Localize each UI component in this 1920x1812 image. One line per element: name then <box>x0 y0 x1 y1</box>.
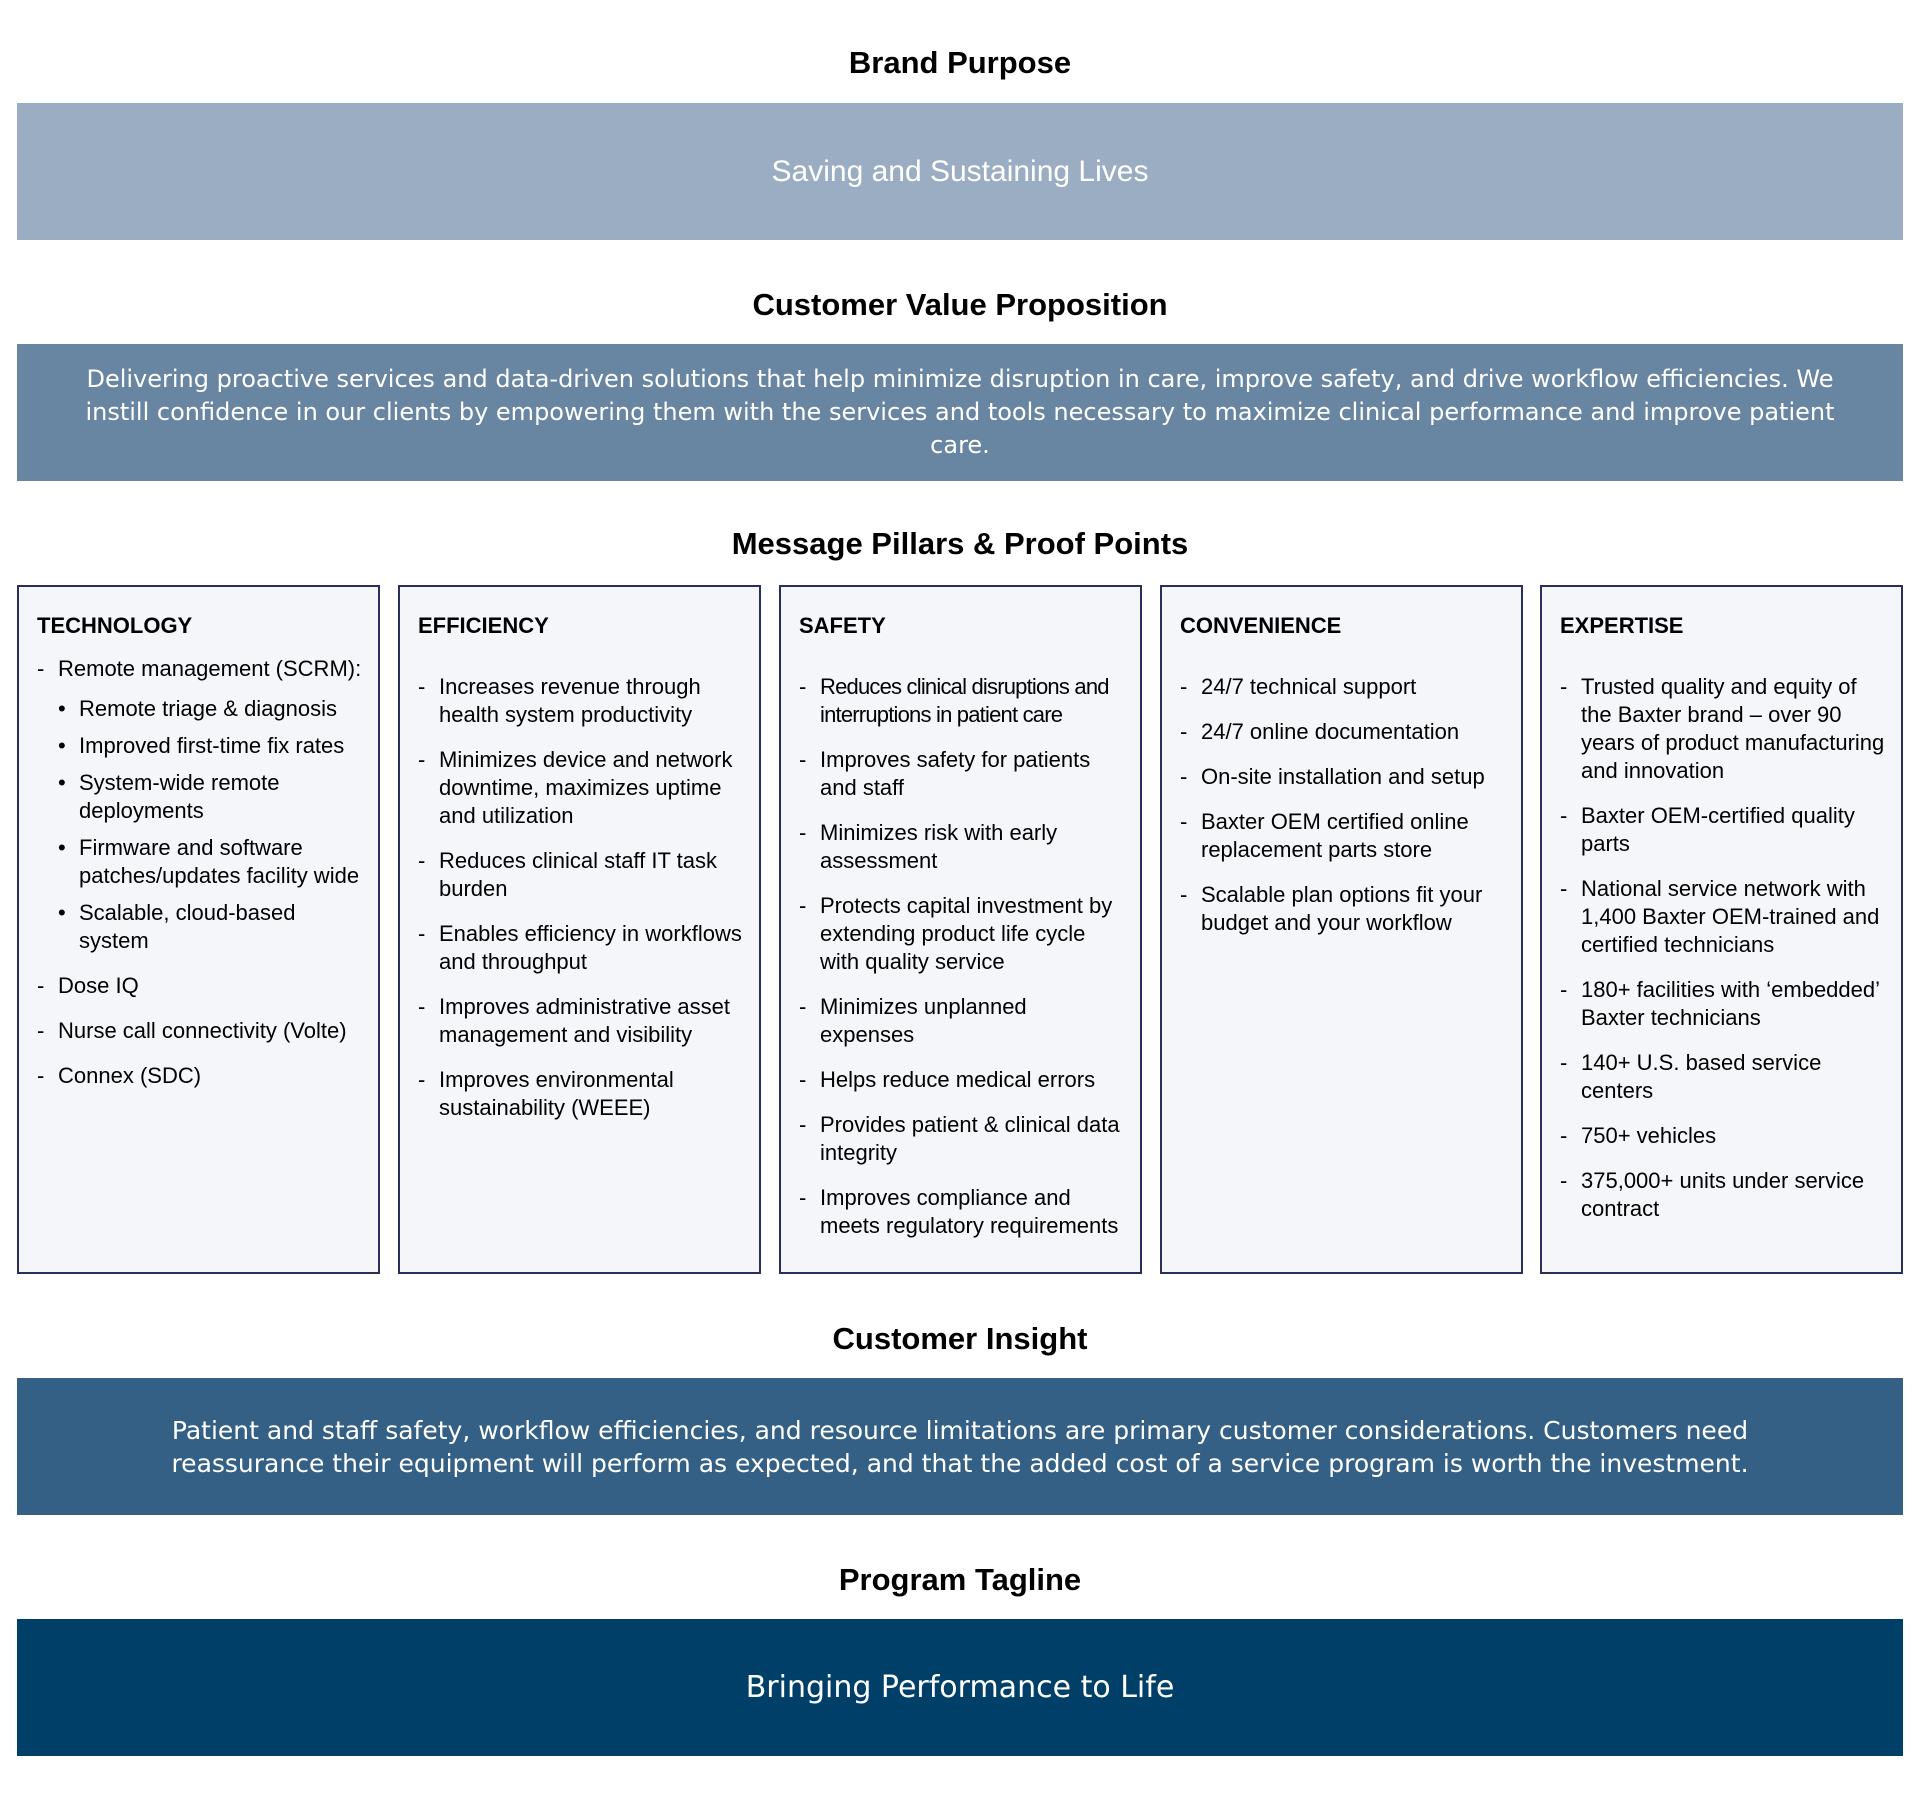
pillar-heading: CONVENIENCE <box>1180 613 1342 638</box>
proof-point-list <box>37 655 362 1090</box>
proof-point: - National service network with 1,400 Baxter OEM-trained and certified technicians <box>1560 875 1885 959</box>
proof-point: - 750+ vehicles <box>1560 1122 1885 1150</box>
proof-point: - Increases revenue through health system productivity <box>418 673 743 729</box>
customer-insight-title: Customer Insight <box>832 1321 1088 1356</box>
customer-insight-band <box>17 1378 1903 1515</box>
proof-point: - Scalable plan options fit your budget and your workflow <box>1180 881 1505 937</box>
proof-point-list <box>1560 673 1885 1223</box>
value-proposition-band <box>17 344 1903 481</box>
proof-point: - Nurse call connectivity (Volte) <box>37 1017 362 1045</box>
proof-point: - Protects capital investment by extending product life cycle with quality service <box>799 892 1124 976</box>
pillar-heading: SAFETY <box>799 613 886 638</box>
proof-point: - 24/7 technical support <box>1180 673 1505 701</box>
proof-point: - On-site installation and setup <box>1180 763 1505 791</box>
pillar-heading: TECHNOLOGY <box>37 613 193 638</box>
proof-point: - Provides patient & clinical data integrity <box>799 1111 1124 1167</box>
proof-point-list <box>799 673 1124 1240</box>
proof-point-text: Remote management (SCRM): <box>58 656 362 681</box>
program-tagline-band <box>17 1619 1903 1756</box>
sub-point: • Remote triage & diagnosis <box>58 695 362 723</box>
proof-point: - Improves compliance and meets regulatory requirements <box>799 1184 1124 1240</box>
customer-insight-text: Patient and staff safety, workflow efficiencies, and resource limitations are primary customer considerations. Customers need reassurance their equipment will perform as expected, and that the added cost of a service program is worth the investment. <box>171 1415 1749 1478</box>
proof-point: - 24/7 online documentation <box>1180 718 1505 746</box>
proof-point: - Helps reduce medical errors <box>799 1066 1124 1094</box>
message-pillars-title: Message Pillars & Proof Points <box>731 526 1189 561</box>
proof-point: - Connex (SDC) <box>37 1062 362 1090</box>
value-proposition-title: Customer Value Proposition <box>752 287 1168 322</box>
proof-point: - Dose IQ <box>37 972 362 1000</box>
pillar-heading: EFFICIENCY <box>418 613 549 638</box>
proof-point: - Minimizes unplanned expenses <box>799 993 1124 1049</box>
pillar-efficiency <box>398 585 761 1274</box>
program-tagline-text: Bringing Performance to Life <box>745 1670 1175 1705</box>
sub-point: • Improved first-time fix rates <box>58 732 362 760</box>
program-tagline-title: Program Tagline <box>838 1562 1082 1597</box>
brand-purpose-title: Brand Purpose <box>848 45 1072 80</box>
brand-purpose-band <box>17 103 1903 240</box>
proof-point-list <box>1180 673 1505 937</box>
proof-point <box>37 655 362 955</box>
proof-point: - Enables efficiency in workflows and throughput <box>418 920 743 976</box>
sub-point-list <box>58 695 362 955</box>
pillar-technology <box>17 585 380 1274</box>
pillar-convenience <box>1160 585 1523 1274</box>
proof-point: - Minimizes risk with early assessment <box>799 819 1124 875</box>
proof-point: - Minimizes device and network downtime, maximizes uptime and utilization <box>418 746 743 830</box>
pillar-safety <box>779 585 1142 1274</box>
proof-point-list <box>418 673 743 1122</box>
proof-point: - Baxter OEM-certified quality parts <box>1560 802 1885 858</box>
sub-point: • Firmware and software patches/updates facility wide <box>58 834 362 890</box>
pillar-heading: EXPERTISE <box>1560 613 1684 638</box>
sub-point: • System-wide remote deployments <box>58 769 362 825</box>
proof-point: - Improves administrative asset management and visibility <box>418 993 743 1049</box>
value-proposition-text: Delivering proactive services and data-driven solutions that help minimize disruption in care, improve safety, and drive workflow efficiencies. We instill confidence in our clients by empowering them with the services and tools necessary to maximize clinical performance and improve patient care. <box>85 365 1835 459</box>
proof-point: - 140+ U.S. based service centers <box>1560 1049 1885 1105</box>
sub-point: • Scalable, cloud-based system <box>58 899 362 955</box>
proof-point: - Improves safety for patients and staff <box>799 746 1124 802</box>
proof-point: - Improves environmental sustainability (WEEE) <box>418 1066 743 1122</box>
message-pillars-grid <box>17 585 1903 1274</box>
brand-purpose-text: Saving and Sustaining Lives <box>771 154 1149 188</box>
proof-point: - Reduces clinical disruptions and interruptions in patient care <box>799 673 1124 729</box>
proof-point: - 375,000+ units under service contract <box>1560 1167 1885 1223</box>
proof-point: - Baxter OEM certified online replacement parts store <box>1180 808 1505 864</box>
pillar-expertise <box>1540 585 1903 1274</box>
proof-point: - Trusted quality and equity of the Baxter brand – over 90 years of product manufacturing and innovation <box>1560 673 1885 785</box>
proof-point: - 180+ facilities with ‘embedded’ Baxter technicians <box>1560 976 1885 1032</box>
proof-point: - Reduces clinical staff IT task burden <box>418 847 743 903</box>
